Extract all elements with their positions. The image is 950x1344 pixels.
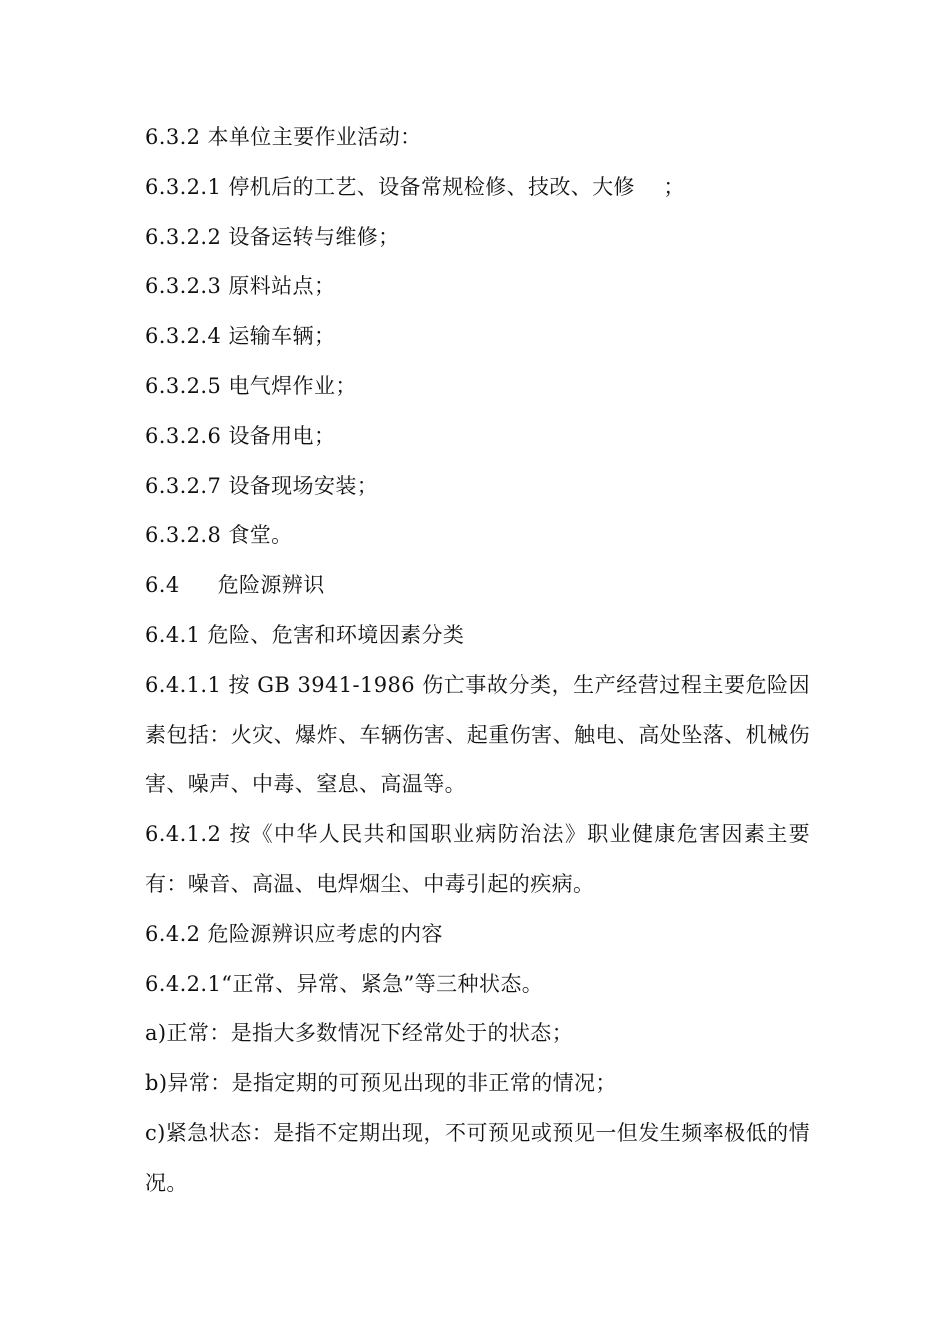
- list-item-b: b)异常：是指定期的可预见出现的非正常的情况；: [145, 1071, 617, 1096]
- subsection-heading-6-4-2: 6.4.2 危险源辨识应考虑的内容: [145, 921, 443, 946]
- list-item-6-3-2-6: 6.3.2.6 设备用电；: [145, 423, 336, 448]
- paragraph-6-4-2-1: 6.4.2.1“正常、异常、紧急”等三种状态。: [145, 971, 544, 996]
- list-item-6-3-2-1: 6.3.2.1 停机后的工艺、设备常规检修、技改、大修 ；: [145, 174, 685, 199]
- heading-6-3-2: 6.3.2 本单位主要作业活动：: [145, 125, 422, 149]
- list-item-6-3-2-4: 6.3.2.4 运输车辆；: [145, 324, 336, 349]
- list-item-a: a)正常：是指大多数情况下经常处于的状态；: [145, 1021, 574, 1046]
- document-body: [145, 113, 810, 1209]
- paragraph-6-4-1-1: 6.4.1.1 按 GB 3941-1986 伤亡事故分类，生产经营过程主要危险因素包括：火灾、爆炸、车辆伤害、起重伤害、触电、高处坠落、机械伤害、噪声、中毒、窒息、高温等。: [145, 672, 810, 797]
- section-number: 6.4: [145, 573, 180, 598]
- section-heading-6-4: [145, 561, 810, 611]
- list-item-6-3-2-7: 6.3.2.7 设备现场安装；: [145, 473, 379, 498]
- list-item-6-3-2-2: 6.3.2.2 设备运转与维修；: [145, 224, 400, 249]
- list-item-c: c)紧急状态：是指不定期出现，不可预见或预见一但发生频率极低的情况。: [145, 1120, 810, 1195]
- subsection-heading-6-4-1: 6.4.1 危险、危害和环境因素分类: [145, 622, 465, 647]
- list-item-6-3-2-3: 6.3.2.3 原料站点；: [145, 274, 336, 299]
- section-title: 危险源辨识: [217, 573, 325, 598]
- paragraph-6-4-1-2: 6.4.1.2 按《中华人民共和国职业病防治法》职业健康危害因素主要有：噪音、高温、电焊烟尘、中毒引起的疾病。: [145, 822, 810, 896]
- list-item-6-3-2-5: 6.3.2.5 电气焊作业；: [145, 373, 357, 398]
- list-item-6-3-2-8: 6.3.2.8 食堂。: [145, 523, 293, 548]
